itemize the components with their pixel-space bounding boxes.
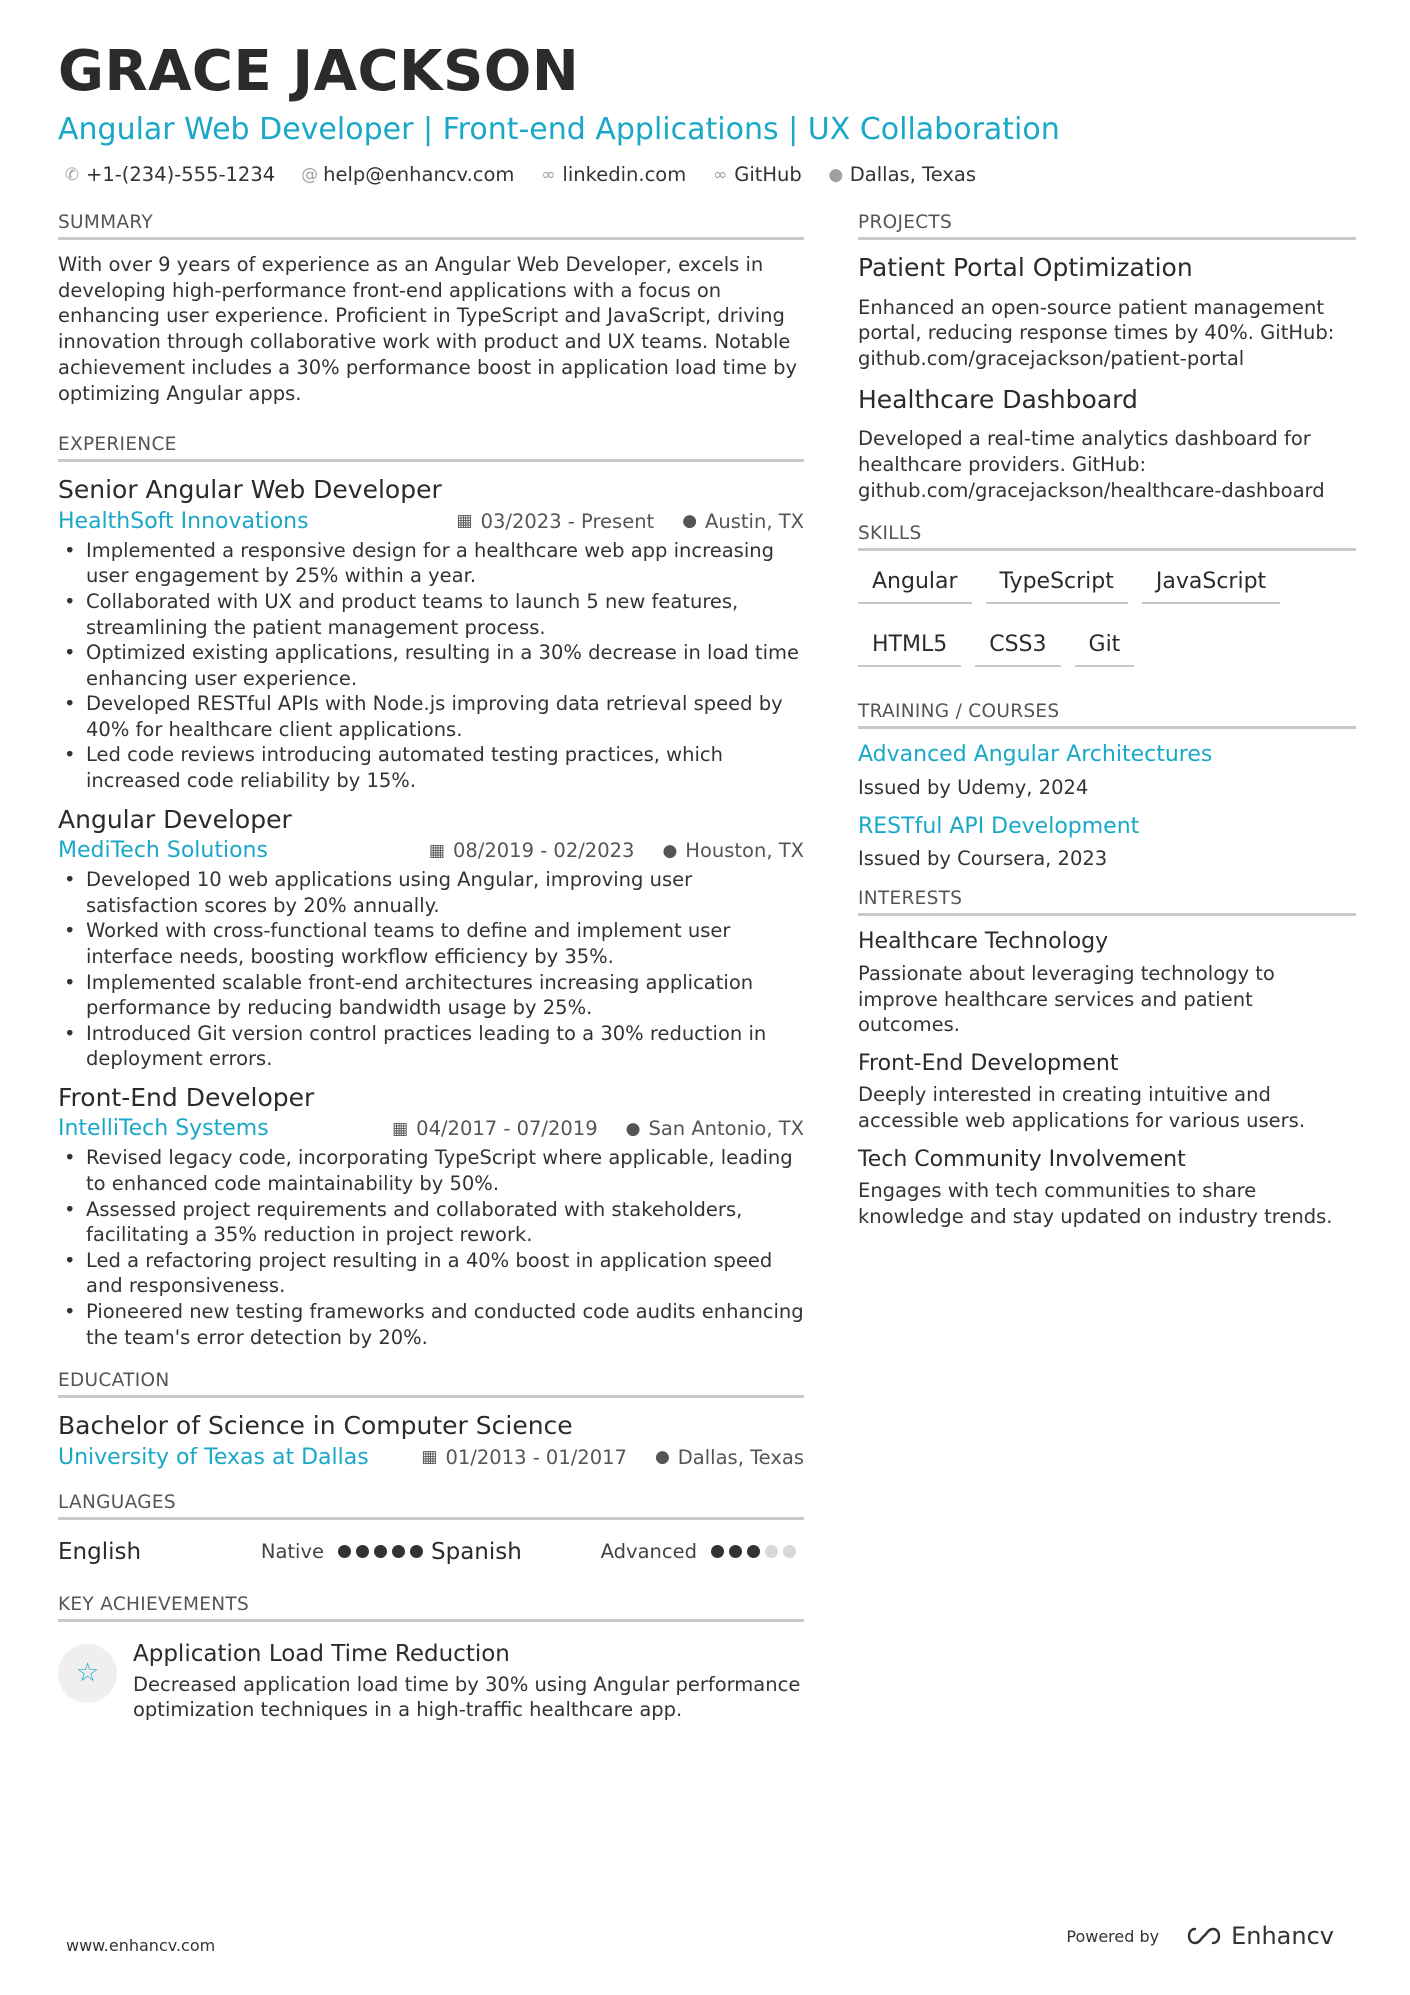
job-bullets [58, 1145, 804, 1350]
bullet-item: • Implemented a responsive design for a healthcare web app increasing user engagement by 25% within a year. [58, 538, 804, 589]
project-description: Enhanced an open-source patient management portal, reducing response times by 40%. GitHub: github.com/gracejackson/patient-portal [858, 295, 1335, 370]
calendar-icon: ▦ [392, 1118, 409, 1139]
footer-website[interactable]: www.enhancv.com [66, 1936, 216, 1955]
bullet-item: • Led code reviews introducing automated testing practices, which increased code reliability by 15%. [58, 742, 804, 793]
location-pin-icon: ● [654, 1447, 670, 1468]
rating-dot-filled [356, 1545, 369, 1558]
job-dates [392, 1117, 598, 1140]
bullet-item: • Developed RESTful APIs with Node.js improving data retrieval speed by 40% for healthcare client applications. [58, 691, 804, 742]
phone-icon: ✆ [64, 164, 80, 185]
achievement-item [58, 1640, 804, 1723]
rating-dot-filled [729, 1545, 742, 1558]
language-rating [711, 1545, 796, 1558]
language-level: Advanced [600, 1540, 697, 1564]
bullet-item: • Collaborated with UX and product teams to launch 5 new features, streamlining the patient management process. [58, 589, 804, 640]
bullet-item: • Led a refactoring project resulting in a 40% boost in application speed and responsiveness. [58, 1248, 804, 1299]
projects-section [858, 212, 1356, 503]
rating-dot-filled [374, 1545, 387, 1558]
education-dates [421, 1446, 627, 1469]
rating-dot-empty [765, 1545, 778, 1558]
calendar-icon: ▦ [456, 511, 473, 532]
project-title: Healthcare Dashboard [858, 384, 1138, 414]
bullet-item: • Developed 10 web applications using Angular, improving user satisfaction scores by 20% annually. [58, 867, 804, 918]
contact-linkedin-text: linkedin.com [562, 163, 687, 186]
job-dates [457, 510, 655, 533]
contact-phone-text: +1-(234)-555-1234 [86, 163, 276, 186]
job-dates-text: 08/2019 - 02/2023 [452, 839, 635, 863]
skill-tag: Git [1075, 632, 1135, 667]
job-entry [58, 804, 804, 1072]
rating-dot-filled [338, 1545, 351, 1558]
education-meta [58, 1445, 804, 1470]
brand-logo[interactable] [1185, 1922, 1334, 1950]
project-description: Developed a real-time analytics dashboard for healthcare providers. GitHub: github.com/gracejackson/healthcare-dashboard [858, 427, 1325, 502]
contact-github[interactable] [712, 163, 802, 186]
footer-branding [1066, 1922, 1334, 1950]
location-pin-icon: ● [682, 511, 698, 532]
brand-name: Enhancv [1231, 1922, 1334, 1950]
section-heading: EXPERIENCE [58, 434, 804, 462]
company-name: MediTech Solutions [58, 838, 268, 864]
section-heading: EDUCATION [58, 1370, 804, 1398]
contact-location-text: Dallas, Texas [849, 163, 977, 186]
skills-section [858, 523, 1356, 667]
job-entry [58, 1082, 804, 1350]
section-heading: PROJECTS [858, 212, 1356, 240]
bullet-item: • Revised legacy code, incorporating TypeScript where applicable, leading to enhanced code maintainability by 50%. [58, 1145, 804, 1196]
language-level: Native [260, 1540, 324, 1564]
achievements-section [58, 1594, 804, 1723]
section-heading: TRAINING / COURSES [858, 701, 1356, 729]
languages-row [58, 1532, 804, 1572]
section-heading: INTERESTS [858, 888, 1356, 916]
location-pin-icon: ● [662, 840, 678, 861]
interest-title: Healthcare Technology [858, 929, 1109, 955]
bullet-item: • Introduced Git version control practices leading to a 30% reduction in deployment errors. [58, 1021, 804, 1072]
company-name: IntelliTech Systems [58, 1116, 269, 1142]
interest-title: Tech Community Involvement [858, 1146, 1186, 1172]
calendar-icon: ▦ [421, 1447, 438, 1468]
calendar-icon: ▦ [428, 840, 445, 861]
rating-dot-filled [392, 1545, 405, 1558]
project-title: Patient Portal Optimization [858, 253, 1193, 282]
courses-section [858, 701, 1356, 870]
contact-bar [64, 163, 976, 186]
link-icon: ∞ [541, 164, 556, 185]
job-title: Angular Developer [58, 804, 292, 834]
contact-linkedin[interactable] [540, 163, 686, 186]
degree-title: Bachelor of Science in Computer Science [58, 1411, 573, 1441]
job-location [626, 1117, 804, 1140]
course-title: RESTful API Development [858, 813, 1140, 839]
contact-location [828, 163, 976, 186]
section-heading: SUMMARY [58, 212, 804, 240]
job-dates-text: 03/2023 - Present [480, 509, 655, 533]
job-bullets [58, 538, 804, 794]
skill-tag: JavaScript [1142, 569, 1280, 604]
interest-description: Deeply interested in creating intuitive and accessible web applications for various users. [858, 1083, 1306, 1132]
skill-tag: Angular [858, 569, 972, 604]
language-rating [338, 1545, 423, 1558]
skill-tag: HTML5 [858, 632, 961, 667]
contact-github-text: GitHub [734, 163, 802, 186]
achievement-description: Decreased application load time by 30% using Angular performance optimization techniques in a high-traffic healthcare app. [133, 1672, 801, 1722]
section-heading: SKILLS [858, 523, 1356, 551]
interest-title: Front-End Development [858, 1050, 1119, 1076]
job-location-text: Austin, TX [705, 509, 804, 533]
skills-list [858, 569, 1356, 667]
school-name: University of Texas at Dallas [58, 1444, 369, 1470]
languages-section [58, 1492, 804, 1572]
contact-email-text: help@enhancv.com [323, 163, 515, 186]
contact-email[interactable] [301, 163, 514, 186]
job-meta [58, 838, 804, 863]
course-title: Advanced Angular Architectures [858, 742, 1213, 768]
language-item [431, 1539, 804, 1565]
summary-text: With over 9 years of experience as an Angular Web Developer, excels in developing high-performance front-end applications with a focus on enhancing user experience. Proficient in TypeScript and JavaScript, driving innovation through collaborative work with product and UX teams. Notable achievement includes a 30% performance boost in application load time by optimizing Angular apps. [58, 253, 797, 405]
summary-section [58, 212, 804, 406]
bullet-item: • Implemented scalable front-end architectures increasing application performance by reducing bandwidth usage by 25%. [58, 970, 804, 1021]
job-location [682, 510, 804, 533]
bullet-item: • Worked with cross-functional teams to define and implement user interface needs, boosting workflow efficiency by 35%. [58, 918, 804, 969]
link-icon: ∞ [713, 164, 728, 185]
language-name: Spanish [431, 1538, 522, 1565]
company-name: HealthSoft Innovations [58, 508, 309, 534]
job-meta [58, 509, 804, 534]
rating-dot-filled [711, 1545, 724, 1558]
left-column [58, 212, 804, 1751]
bullet-item: • Assessed project requirements and collaborated with stakeholders, facilitating a 35% reduction in project rework. [58, 1197, 804, 1248]
job-location-text: San Antonio, TX [648, 1117, 804, 1141]
education-location-text: Dallas, Texas [677, 1445, 804, 1469]
interests-section [858, 888, 1356, 1229]
interest-description: Engages with tech communities to share knowledge and stay updated on industry trends. [858, 1179, 1333, 1228]
rating-dot-filled [747, 1545, 760, 1558]
language-item [58, 1539, 431, 1565]
location-pin-icon: ● [625, 1118, 641, 1139]
job-title: Front-End Developer [58, 1082, 315, 1112]
achievement-body [133, 1640, 804, 1723]
education-location [655, 1446, 804, 1469]
rating-dot-filled [410, 1545, 423, 1558]
job-title: Senior Angular Web Developer [58, 475, 442, 505]
location-pin-icon: ● [828, 164, 844, 185]
skill-tag: TypeScript [986, 569, 1128, 604]
achievement-title: Application Load Time Reduction [133, 1640, 510, 1667]
at-icon: @ [301, 164, 319, 185]
interest-description: Passionate about leveraging technology to improve healthcare services and patient outcomes. [858, 962, 1275, 1037]
powered-by-label: Powered by [1066, 1926, 1160, 1946]
enhancv-logo-icon [1185, 1925, 1223, 1947]
section-heading: LANGUAGES [58, 1492, 804, 1520]
course-issuer: Issued by Udemy, 2024 [858, 775, 1089, 799]
job-location [662, 839, 804, 862]
language-name: English [58, 1538, 142, 1565]
right-column [858, 212, 1356, 1257]
job-location-text: Houston, TX [685, 839, 804, 863]
job-meta [58, 1116, 804, 1141]
experience-section [58, 434, 804, 1350]
candidate-name: GRACE JACKSON [58, 39, 580, 104]
bullet-item: • Optimized existing applications, resulting in a 30% decrease in load time enhancing user experience. [58, 640, 804, 691]
bullet-item: • Pioneered new testing frameworks and conducted code audits enhancing the team's error detection by 20%. [58, 1299, 804, 1350]
job-dates [429, 839, 635, 862]
job-entry [58, 474, 804, 793]
contact-phone[interactable] [64, 163, 275, 186]
job-bullets [58, 867, 804, 1072]
section-heading: KEY ACHIEVEMENTS [58, 1594, 804, 1622]
education-section [58, 1370, 804, 1470]
job-dates-text: 04/2017 - 07/2019 [416, 1117, 598, 1141]
candidate-title: Angular Web Developer | Front-end Applications | UX Collaboration [58, 112, 1060, 147]
skill-tag: CSS3 [975, 632, 1060, 667]
rating-dot-empty [783, 1545, 796, 1558]
education-dates-text: 01/2013 - 01/2017 [445, 1445, 627, 1469]
course-issuer: Issued by Coursera, 2023 [858, 847, 1108, 871]
star-icon: ☆ [58, 1644, 117, 1703]
